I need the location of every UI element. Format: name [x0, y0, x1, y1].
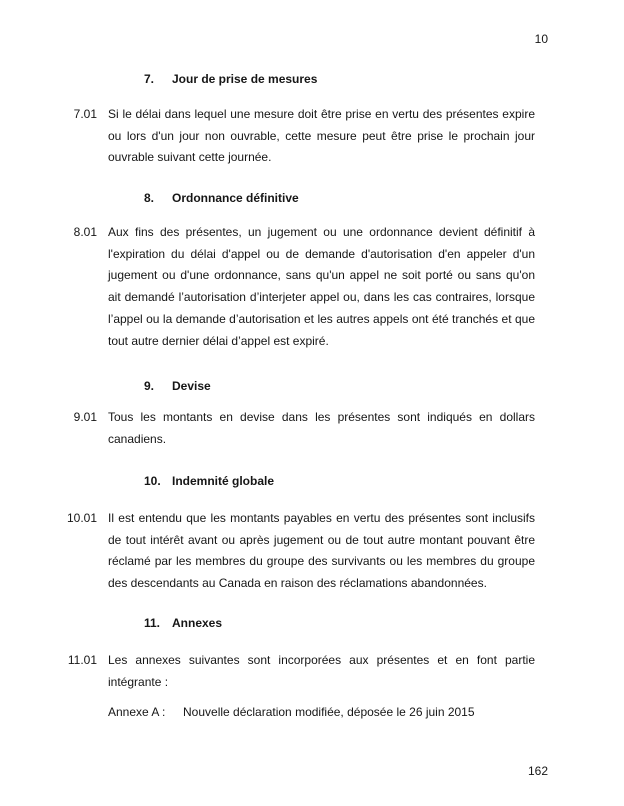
section-title: Annexes: [172, 616, 223, 630]
clause-line: l’appel ou la demande d’autorisation et les autres appels ont été tranchés et que: [108, 311, 535, 326]
clause-line: Aux fins des présentes, un jugement ou une ordonnance devient définitif à: [108, 225, 535, 239]
clause-line: réclamé par les membres du groupe des survivants ou les membres du groupe: [108, 554, 535, 569]
section-title: Devise: [172, 379, 211, 393]
section-heading-9: [144, 376, 211, 398]
clause-number: 10.01: [66, 511, 97, 525]
clause-number: 8.01: [73, 225, 97, 239]
clause-line: ou lors d'un jour non ouvrable, cette mesure peut être prise le prochain jour: [108, 128, 535, 143]
clause-7-01: [0, 104, 624, 169]
clause-line: ait demandé l’autorisation d’interjeter appel ou, dans les cas contraires, lorsque: [108, 290, 535, 305]
clause-line: canadiens.: [108, 431, 167, 446]
section-heading-7: [144, 69, 317, 91]
section-heading-8: [144, 188, 299, 210]
clause-line: jugement ou d'une ordonnance, sans qu'un appel ne soit porté ou sans qu'on: [108, 268, 535, 283]
clause-line: l'expiration du délai d'appel ou de demande d'autorisation d'en appeler d'un: [108, 246, 535, 261]
clause-body: [108, 407, 535, 450]
clause-11-01: [0, 650, 624, 693]
section-number: 7.: [144, 72, 155, 86]
section-title: Ordonnance définitive: [172, 191, 299, 205]
clause-body: [108, 222, 535, 352]
clause-8-01: [0, 222, 624, 352]
clause-line: ouvrable suivant cette journée.: [108, 150, 272, 165]
annex-label: Annexe A :: [108, 705, 166, 719]
clause-line: tout autre dernier délai d’appel est expiré.: [108, 333, 329, 348]
section-heading-11: [144, 613, 222, 635]
clause-number: 9.01: [73, 410, 97, 424]
clause-body: [108, 104, 535, 169]
clause-line: Les annexes suivantes sont incorporées aux présentes et en font partie: [108, 653, 535, 667]
section-number: 11.: [144, 616, 161, 630]
clause-body: [108, 508, 535, 595]
clause-line: Si le délai dans lequel une mesure doit être prise en vertu des présentes expire: [108, 107, 535, 121]
clause-number: 7.01: [73, 107, 97, 121]
clause-line: des descendants au Canada en raison des réclamations abandonnées.: [108, 576, 487, 591]
section-number: 9.: [144, 379, 155, 393]
clause-line: Tous les montants en devise dans les présentes sont indiqués en dollars: [108, 410, 535, 424]
section-title: Jour de prise de mesures: [172, 72, 318, 86]
page-number-top: 10: [534, 32, 548, 46]
clause-10-01: [0, 508, 624, 595]
clause-body: [108, 650, 535, 693]
section-number: 8.: [144, 191, 155, 205]
annex-a-entry: [108, 702, 568, 724]
section-title: Indemnité globale: [172, 474, 275, 488]
page-number-bottom: 162: [527, 764, 548, 778]
clause-line: Il est entendu que les montants payables en vertu des présentes sont inclusifs: [108, 511, 535, 525]
section-number: 10.: [144, 474, 161, 488]
section-heading-10: [144, 471, 274, 493]
clause-line: intégrante :: [108, 674, 169, 689]
clause-line: de tout intérêt avant ou après jugement ou de tout autre montant pouvant être: [108, 532, 535, 547]
clause-number: 11.01: [67, 653, 97, 667]
annex-description: Nouvelle déclaration modifiée, déposée le 26 juin 2015: [183, 705, 475, 719]
clause-9-01: [0, 407, 624, 450]
